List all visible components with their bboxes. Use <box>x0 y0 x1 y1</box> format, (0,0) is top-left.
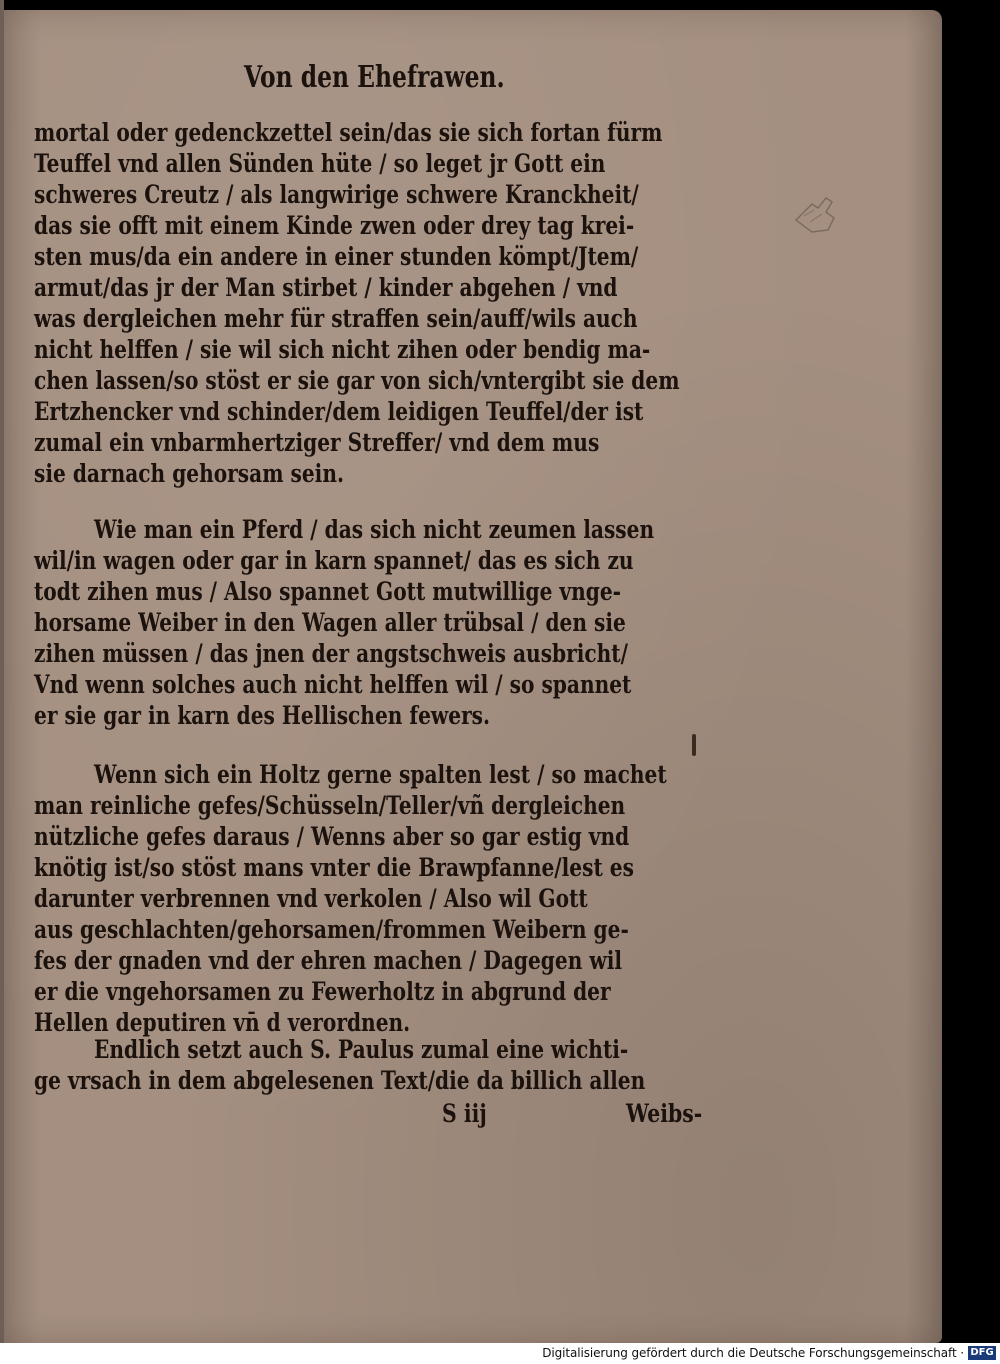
text-line: Hellen deputiren vn̄ d verordnen. <box>34 1008 411 1038</box>
text-line: Wenn sich ein Holtz gerne spalten lest / so machet <box>94 760 667 790</box>
catchword: Weibs- <box>626 1099 703 1129</box>
pointing-hand-icon <box>792 190 840 238</box>
text-line: horsame Weiber in den Wagen aller trübsal / den sie <box>34 608 626 638</box>
text-line: man reinliche gefes/Schüsseln/Teller/vñ dergleichen <box>34 791 626 821</box>
text-line: Wie man ein Pferd / das sich nicht zeumen lassen <box>94 515 655 545</box>
paragraph-2 <box>34 515 734 732</box>
text-line: Teuffel vnd allen Sünden hüte / so leget jr Gott ein <box>34 149 606 179</box>
text-line: Endlich setzt auch S. Paulus zumal eine wichti- <box>94 1035 629 1065</box>
book-page <box>4 10 942 1343</box>
running-head: Von den Ehefrawen. <box>244 60 505 95</box>
text-line: sie darnach gehorsam sein. <box>34 459 345 489</box>
text-line: zumal ein vnbarmhertziger Streffer/ vnd dem mus <box>34 428 600 458</box>
text-line: Vnd wenn solches auch nicht helffen wil / so spannet <box>34 670 632 700</box>
text-line: er die vngehorsamen zu Fewerholtz in abgrund der <box>34 977 611 1007</box>
signature-mark: S iij <box>442 1099 487 1129</box>
text-line: armut/das jr der Man stirbet / kinder abgehen / vnd <box>34 273 618 303</box>
dfg-logo-icon: DFG <box>968 1346 996 1360</box>
paragraph-4 <box>34 1035 734 1097</box>
paragraph-3 <box>34 760 734 1039</box>
footer-bar <box>0 1343 1000 1364</box>
text-line: schweres Creutz / als langwirige schwere Kranckheit/ <box>34 180 639 210</box>
text-line: aus geschlachten/gehorsamen/frommen Weibern ge- <box>34 915 629 945</box>
text-line: ge vrsach in dem abgelesenen Text/die da billich allen <box>34 1066 646 1096</box>
text-line: knötig ist/so stöst mans vnter die Brawpfanne/lest es <box>34 853 634 883</box>
paragraph-1 <box>34 118 734 490</box>
funding-credit: Digitalisierung gefördert durch die Deutsche Forschungsgemeinschaft · <box>542 1346 964 1360</box>
text-line: todt zihen mus / Also spannet Gott mutwillige vnge- <box>34 577 622 607</box>
text-line: sten mus/da ein andere in einer stunden kömpt/Jtem/ <box>34 242 639 272</box>
text-line: was dergleichen mehr für straffen sein/auff/wils auch <box>34 304 638 334</box>
text-line: das sie offt mit einem Kinde zwen oder drey tag krei- <box>34 211 635 241</box>
text-line: er sie gar in karn des Hellischen fewers. <box>34 701 491 731</box>
text-line: fes der gnaden vnd der ehren machen / Dagegen wil <box>34 946 623 976</box>
text-line: zihen müssen / das jnen der angstschweis ausbricht/ <box>34 639 628 669</box>
text-line: darunter verbrennen vnd verkolen / Also wil Gott <box>34 884 588 914</box>
text-line: wil/in wagen oder gar in karn spannet/ das es sich zu <box>34 546 634 576</box>
margin-mark <box>692 734 696 756</box>
text-line: mortal oder gedenckzettel sein/das sie sich fortan fürm <box>34 118 663 148</box>
text-line: chen lassen/so stöst er sie gar von sich/vntergibt sie dem <box>34 366 680 396</box>
text-line: Ertzhencker vnd schinder/dem leidigen Teuffel/der ist <box>34 397 644 427</box>
text-line: nützliche gefes daraus / Wenns aber so gar estig vnd <box>34 822 630 852</box>
text-line: nicht helffen / sie wil sich nicht zihen oder bendig ma- <box>34 335 651 365</box>
